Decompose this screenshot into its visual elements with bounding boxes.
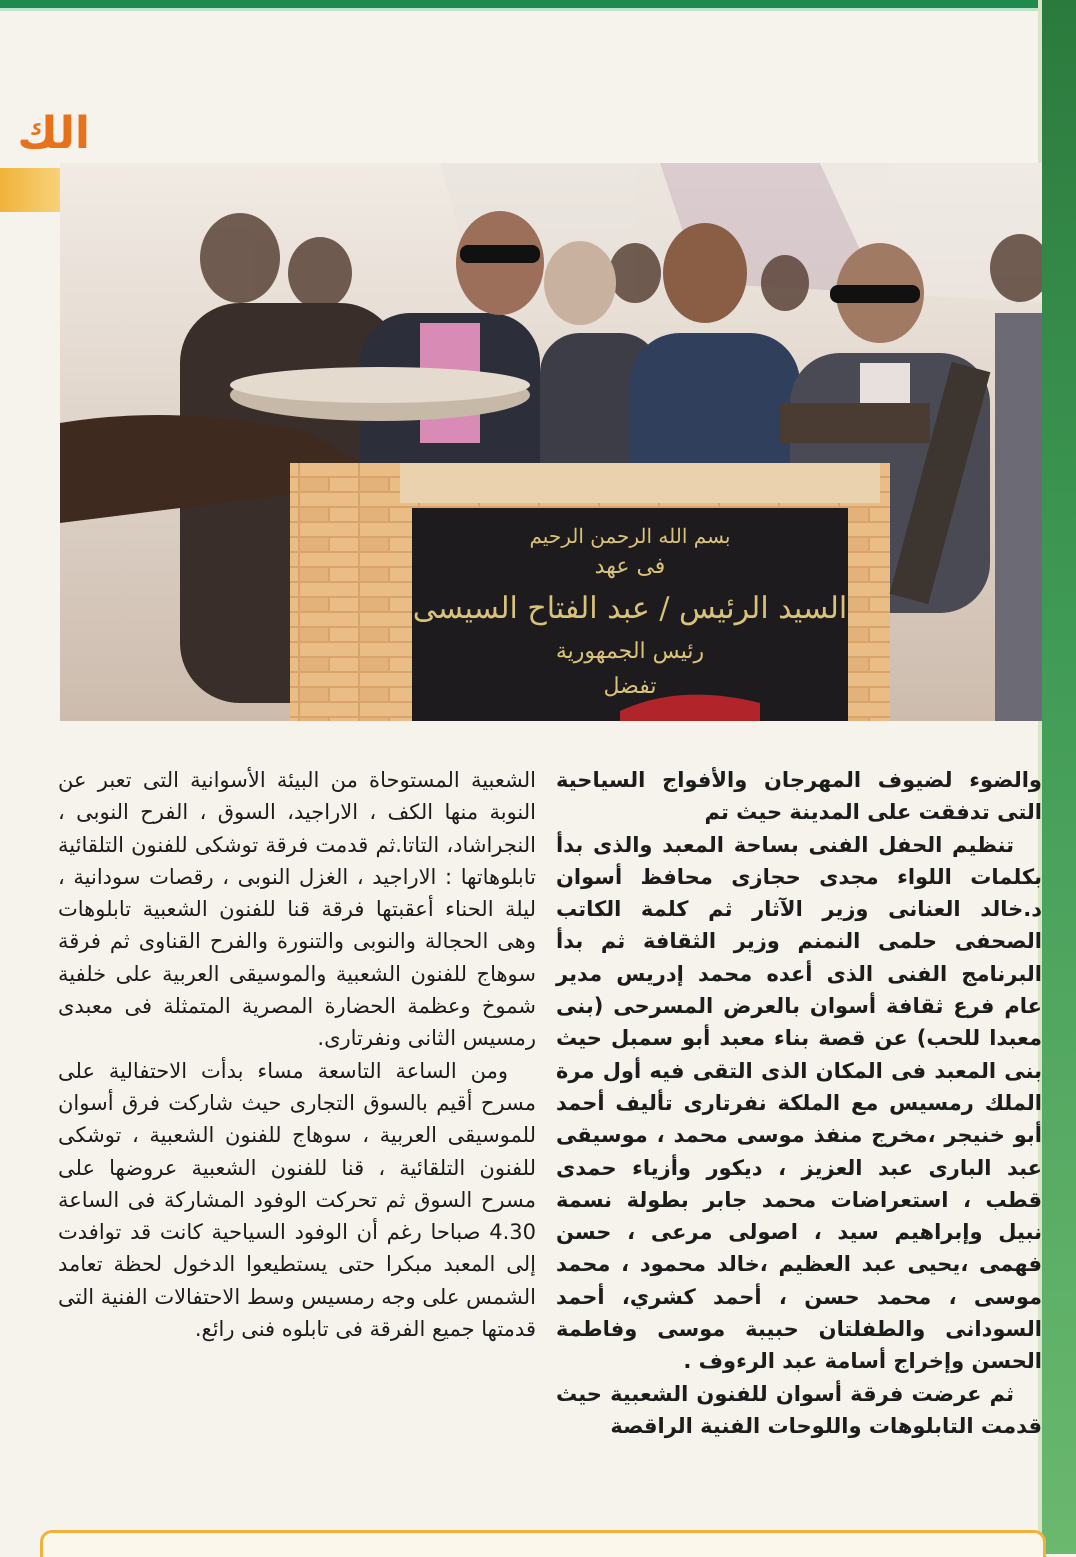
article-column-right <box>556 764 1042 1442</box>
plaque-line-5: تفضل <box>603 674 657 699</box>
plaque-line-4: رئيس الجمهورية <box>555 639 705 664</box>
paragraph: تنظيم الحفل الفنى بساحة المعبد والذى بدأ بكلمات اللواء مجدى حجازى محافظ أسوان د.خالد العنانى وزير الآثار ثم كلمة الكاتب الصحفى حلمى النمنم وزير الثقافة ثم بدأ البرنامج الفنى الذى أعده محمد إدريس مدير عام فرع ثقافة أسوان بالعرض المسرحى (بنى معبدا للحب) عن قصة بناء معبد أبو سمبل حيث بنى المعبد فى المكان الذى التقى فيه أول مرة الملك رمسيس مع الملكة نفرتارى تأليف أحمد أبو خنيجر ،مخرج منفذ موسى محمد ، موسيقى عبد البارى عبد العزيز ، ديكور وأزياء حمدى قطب ، استعراضات محمد جابر بطولة نسمة نبيل وإبراهيم سيد ، اصولى مرعى ، حسن فهمى ،يحيى عبد العظيم ،خالد محمود ، محمد موسى ، محمد حسن ، أحمد كشري، أحمد السودانى والطفلتان حبيبة موسى وفاطمة الحسن وإخراج أسامة عبد الرءوف . <box>556 832 1042 1374</box>
plaque-line-2: فى عهد <box>594 554 666 579</box>
paragraph: الشعبية المستوحاة من البيئة الأسوانية التى تعبر عن النوبة منها الكف ، الاراجيد، السوق ، الفرح النوبى ، النجراشاد، التاتا.ثم قدمت فرقة توشكى للفنون التلقائية تابلوهاتها : الاراجيد ، الغزل النوبى ، رقصات سودانية ، ليلة الحناء أعقبتها فرقة قنا للفنون الشعبية تابلوهات وهى الحجالة والنوبى والتنورة والفرح القناوى ثم فرقة سوهاج للفنون الشعبية والموسيقى العربية على خلفية شموخ وعظمة الحضارة المصرية المتمثلة فى معبدى رمسيس الثانى ونفرتارى. <box>58 768 536 1051</box>
paragraph: ثم عرضت فرقة أسوان للفنون الشعبية حيث قدمت التابلوهات واللوحات الفنية الراقصة <box>556 1381 1042 1438</box>
ceremony-photo <box>60 163 1042 721</box>
article-column-left <box>58 764 536 1345</box>
paragraph: والضوء لضيوف المهرجان والأفواج السياحية التى تدفقت على المدينة حيث تم <box>556 768 1042 825</box>
orange-accent-bar <box>0 168 60 212</box>
bottom-box-border <box>40 1530 1046 1557</box>
section-heading-fragment: الك <box>17 108 90 159</box>
plaque-line-3: السيد الرئيس / عبد الفتاح السيسى <box>412 591 848 626</box>
green-side-band <box>1042 0 1076 1554</box>
plaque-line-1: بسم الله الرحمن الرحيم <box>529 524 731 548</box>
top-strip-highlight <box>0 8 1076 11</box>
paragraph: ومن الساعة التاسعة مساء بدأت الاحتفالية على مسرح أقيم بالسوق التجارى حيث شاركت فرق أسوان للموسيقى العربية ، سوهاج للفنون الشعبية ، توشكى للفنون التلقائية ، قنا للفنون الشعبية عروضها على مسرح السوق ثم تحركت الوفود المشاركة فى الساعة 4.30 صباحا رغم أن الوفود السياحية كانت قد توافدت إلى المعبد مبكرا حتى يستطيعوا الدخول لحظة تعامد الشمس على وجه رمسيس وسط الاحتفالات الفنية التى قدمتها جميع الفرقة فى تابلوه فنى رائع. <box>58 1058 536 1342</box>
top-green-strip <box>0 0 1076 8</box>
photo-foundation-stone-ceremony-icon <box>60 163 1042 721</box>
